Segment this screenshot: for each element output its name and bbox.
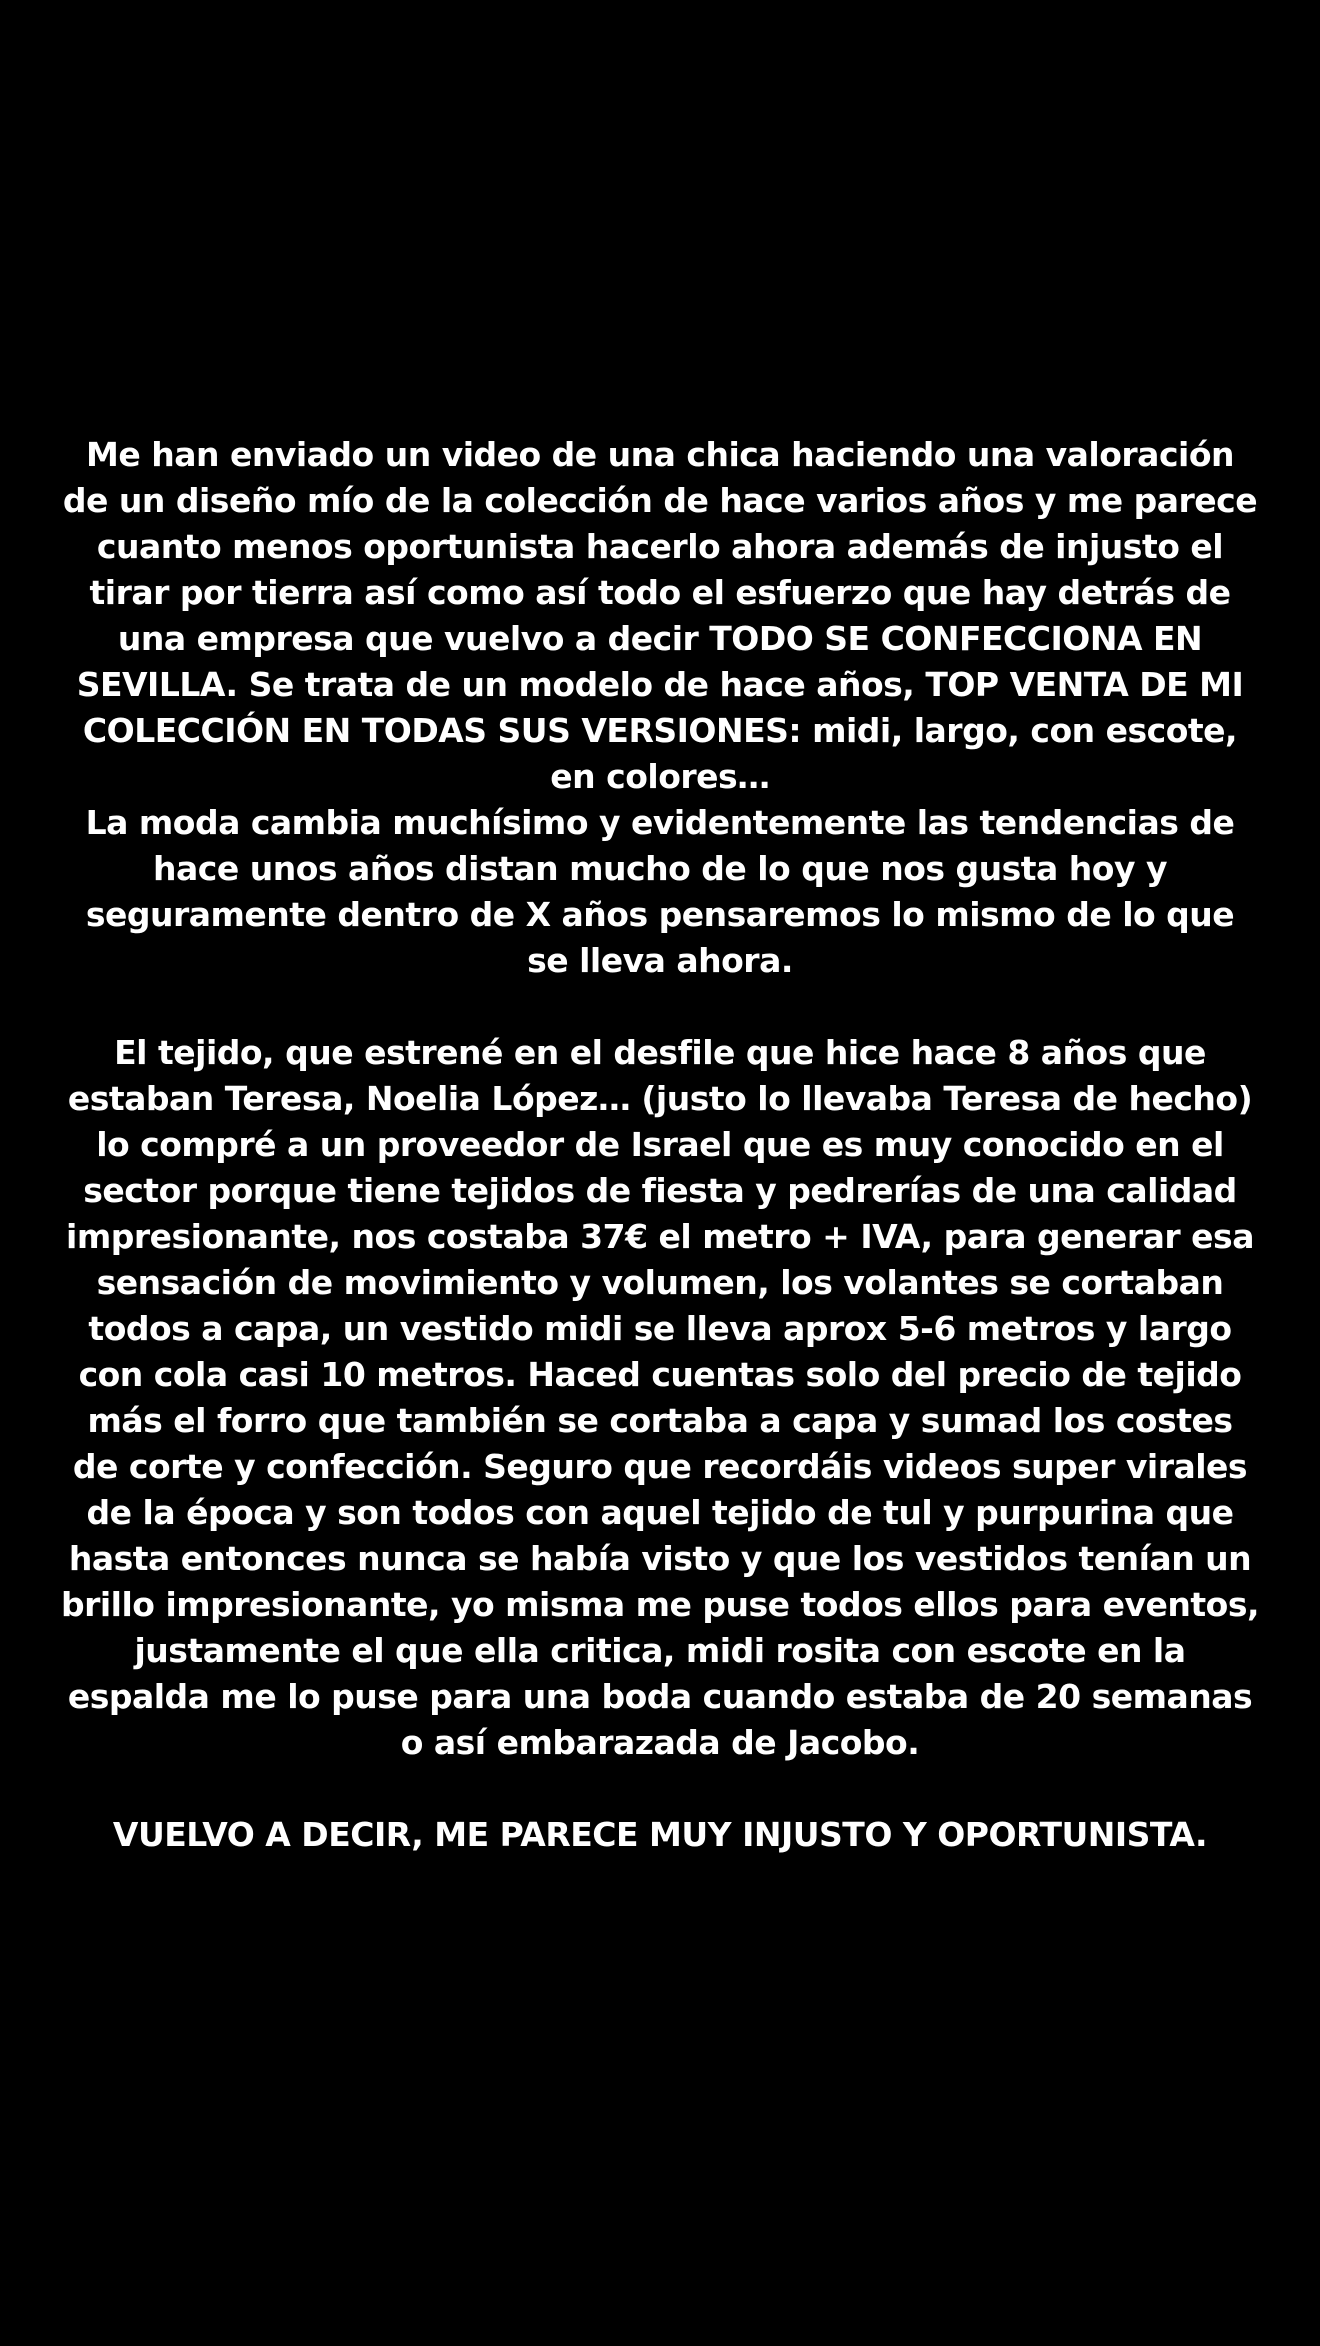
story-paragraph-4: VUELVO A DECIR, ME PARECE MUY INJUSTO Y OPORTUNISTA. bbox=[112, 1815, 1208, 1854]
story-text-block bbox=[60, 432, 1260, 1858]
story-paragraph-2: La moda cambia muchísimo y evidentemente las tendencias de hace unos años distan mucho de lo que nos gusta hoy y seguramente dentro de X años pensaremos lo mismo de lo que se lleva ahora. bbox=[85, 803, 1235, 980]
story-paragraph-3: El tejido, que estrené en el desfile que hice hace 8 años que estaban Teresa, Noelia López… (justo lo llevaba Teresa de hecho) lo compré a un proveedor de Israel que es muy conocido en el sector porque tiene tejidos de fiesta y pedrerías de una calidad impresionante, nos costaba 37€ el metro + IVA, para generar esa sensación de movimiento y volumen, los volantes se cortaban todos a capa, un vestido midi se lleva aprox 5-6 metros y largo con cola casi 10 metros. Haced cuentas solo del precio de tejido más el forro que también se cortaba a capa y sumad los costes de corte y confección. Seguro que recordáis videos super virales de la época y son todos con aquel tejido de tul y purpurina que hasta entonces nunca se había visto y que los vestidos tenían un brillo impresionante, yo misma me puse todos ellos para eventos, justamente el que ella critica, midi rosita con escote en la espalda me lo puse para una boda cuando estaba de 20 semanas o así embarazada de Jacobo. bbox=[60, 1033, 1260, 1762]
paragraph-spacer bbox=[60, 984, 1260, 1030]
story-paragraph-1: Me han enviado un video de una chica haciendo una valoración de un diseño mío de la colección de hace varios años y me parece cuanto menos oportunista hacerlo ahora además de injusto el tirar por tierra así como así todo el esfuerzo que hay detrás de una empresa que vuelvo a decir TODO SE CONFECCIONA EN SEVILLA. Se trata de un modelo de hace años, TOP VENTA DE MI COLECCIÓN EN TODAS SUS VERSIONES: midi, largo, con escote, en colores… bbox=[62, 435, 1258, 796]
paragraph-spacer bbox=[60, 1766, 1260, 1812]
